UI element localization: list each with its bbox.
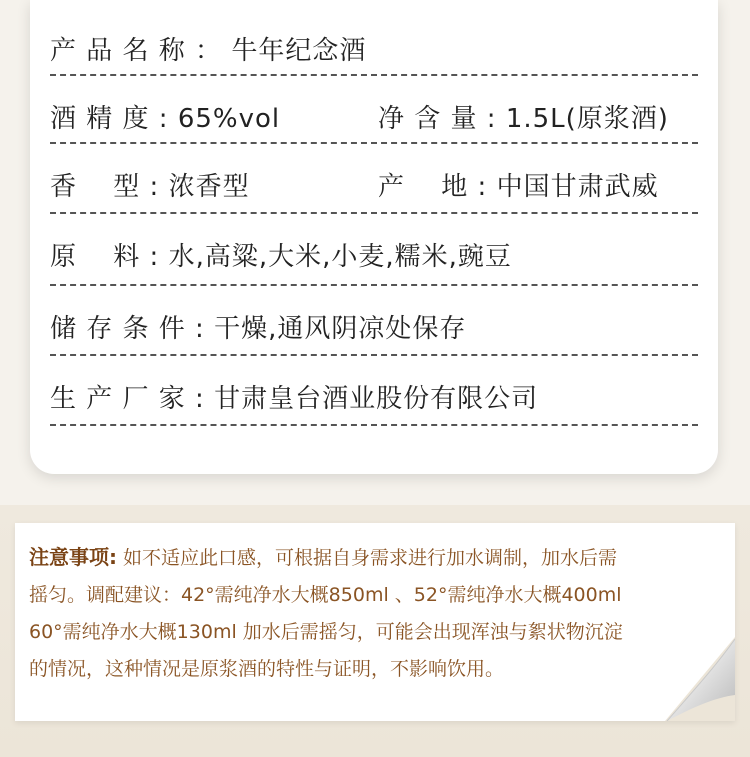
- notice-line-1-text: 如不适应此口感，可根据自身需求进行加水调制，加水后需: [123, 547, 618, 569]
- storage-label: 储 存 条 件 :: [50, 314, 205, 344]
- notice-line-4: 的情况，这种情况是原浆酒的特性与证明，不影响饮用。: [29, 658, 505, 680]
- abv-volume-row: [50, 98, 696, 135]
- product-name-row: [50, 30, 696, 67]
- origin-label: 产 地 :: [378, 172, 488, 202]
- origin-value: 中国甘肃武威: [496, 172, 659, 202]
- manufacturer-value: 甘肃皇台酒业股份有限公司: [214, 384, 539, 414]
- product-name-value: 牛年纪念酒: [231, 36, 367, 66]
- ingredients-row: [50, 236, 696, 273]
- ingredients-value: 水,高粱,大米,小麦,糯米,豌豆: [168, 242, 512, 272]
- ingredients-label: 原 料 :: [50, 242, 160, 272]
- manufacturer-label: 生 产 厂 家 :: [50, 384, 205, 414]
- divider: [50, 354, 698, 356]
- page-curl-icon: [665, 637, 735, 721]
- aroma-value: 浓香型: [168, 172, 250, 202]
- storage-value: 干燥,通风阴凉处保存: [214, 314, 467, 344]
- notice-card: [15, 523, 735, 721]
- divider: [50, 284, 698, 286]
- notice-line-2: 摇匀。调配建议：42°需纯净水大概850ml 、52°需纯净水大概400ml: [29, 584, 622, 606]
- product-spec-card: [30, 0, 718, 474]
- notice-title: 注意事项:: [29, 545, 117, 569]
- divider: [50, 212, 698, 214]
- aroma-label: 香 型 :: [50, 172, 160, 202]
- origin-group: [378, 166, 659, 203]
- manufacturer-row: [50, 378, 696, 415]
- storage-row: [50, 308, 696, 345]
- volume-label: 净 含 量 :: [378, 104, 497, 134]
- divider: [50, 142, 698, 144]
- notice-text: [29, 539, 719, 688]
- abv-label: 酒 精 度 :: [50, 104, 169, 134]
- volume-group: [378, 98, 669, 135]
- divider: [50, 424, 698, 426]
- volume-value: 1.5L(原浆酒): [505, 104, 669, 134]
- notice-line-3: 60°需纯净水大概130ml 加水后需摇匀，可能会出现浑浊与絮状物沉淀: [29, 621, 623, 643]
- product-name-label: 产 品 名 称 ：: [50, 36, 223, 66]
- aroma-origin-row: [50, 166, 696, 203]
- divider: [50, 74, 698, 76]
- abv-value: 65%vol: [177, 104, 281, 134]
- notice-line-1: [29, 539, 719, 577]
